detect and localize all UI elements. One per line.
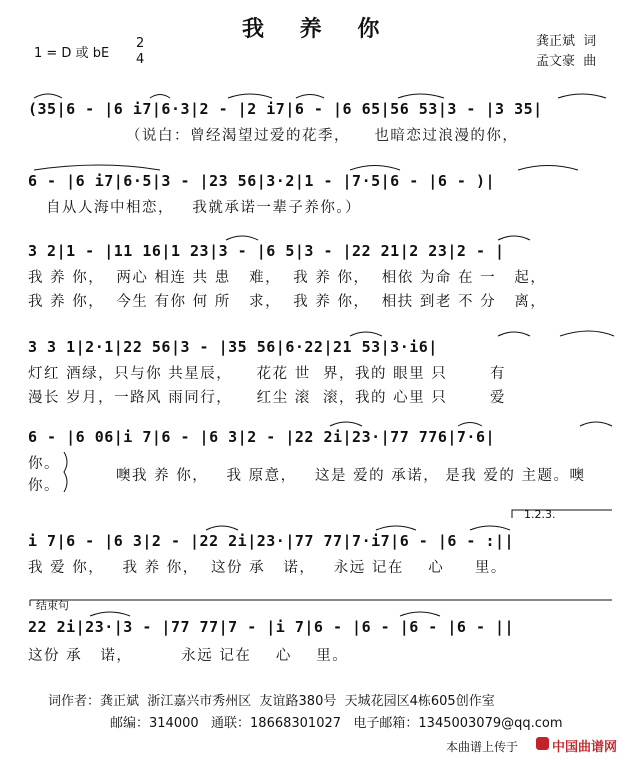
lyric-line-2: 自从人海中相恋， 我就承诺一辈子养你。） (46, 200, 362, 216)
lyric-line-5a: 你。 (28, 456, 60, 472)
volta-label: 1.2.3. (524, 508, 556, 521)
lyric-line-4a: 灯红 酒绿，只与你 共星辰， 花花 世 界，我的 眼里 只 有 (28, 366, 506, 382)
ending-label: 结束句 (36, 599, 69, 612)
notation-line-5: 6 - |6 06|i 7|6 - |6 3|2 - |22 2i|23·|77 776|7·6| (28, 428, 496, 446)
lyricist: 龚正斌 词 (536, 34, 597, 49)
lyric-line-7: 这份 承 诺， 永远 记在 心 里。 (28, 648, 349, 664)
lyric-line-6: 我 爱 你， 我 养 你， 这份 承 诺， 永远 记在 心 里。 (28, 560, 507, 576)
chorus-lyric: 噢我 养 你， 我 原意， 这是 爱的 承诺， 是我 爱的 主题。噢 (116, 468, 586, 484)
composer: 孟文豪 曲 (536, 54, 597, 69)
site-logo: 中国曲谱网 (552, 740, 618, 755)
author-contact: 邮编：314000 通联：18668301027 电子邮箱：1345003079@qq.com (110, 716, 563, 731)
author-address: 词作者：龚正斌 浙江嘉兴市秀州区 友谊路380号 天城花园区4栋605创作室 (48, 694, 495, 709)
time-signature-bottom: 4 (136, 52, 145, 67)
lyric-line-3a: 我 养 你， 两心 相连 共 患 难， 我 养 你， 相依 为命 在 一 起， (28, 270, 547, 286)
key-signature: 1 = D 或 bE (34, 46, 110, 61)
lyric-line-1: （说白：曾经渴望过爱的花季， 也暗恋过浪漫的你， (126, 128, 519, 144)
notation-line-7: 22 2i|23·|3 - |77 77|7 - |i 7|6 - |6 - |6 - |6 - || (28, 618, 515, 636)
song-title: 我 养 你 (242, 17, 394, 42)
lyric-line-3b: 我 养 你， 今生 有你 何 所 求， 我 养 你， 相扶 到老 不 分 离， (28, 294, 547, 310)
lyric-line-4b: 漫长 岁月，一路风 雨同行， 红尘 滚 滚，我的 心里 只 爱 (28, 390, 506, 406)
notation-line-1: (35|6 - |6 i7|6·3|2 - |2 i7|6 - |6 65|56 53|3 - |3 35| (28, 100, 543, 118)
notation-line-3: 3 2|1 - |11 16|1 23|3 - |6 5|3 - |22 21|2 23|2 - | (28, 242, 505, 260)
notation-line-2: 6 - |6 i7|6·5|3 - |23 56|3·2|1 - |7·5|6 - |6 - )| (28, 172, 496, 190)
notation-line-6: i 7|6 - |6 3|2 - |22 2i|23·|77 77|7·i7|6 - |6 - :|| (28, 532, 515, 550)
notation-line-4: 3 3 1|2·1|22 56|3 - |35 56|6·22|21 53|3·i6| (28, 338, 438, 356)
upload-note: 本曲谱上传于 (446, 740, 519, 754)
lyric-line-5b: 你。 (28, 478, 60, 494)
time-signature-top: 2 (136, 36, 145, 51)
